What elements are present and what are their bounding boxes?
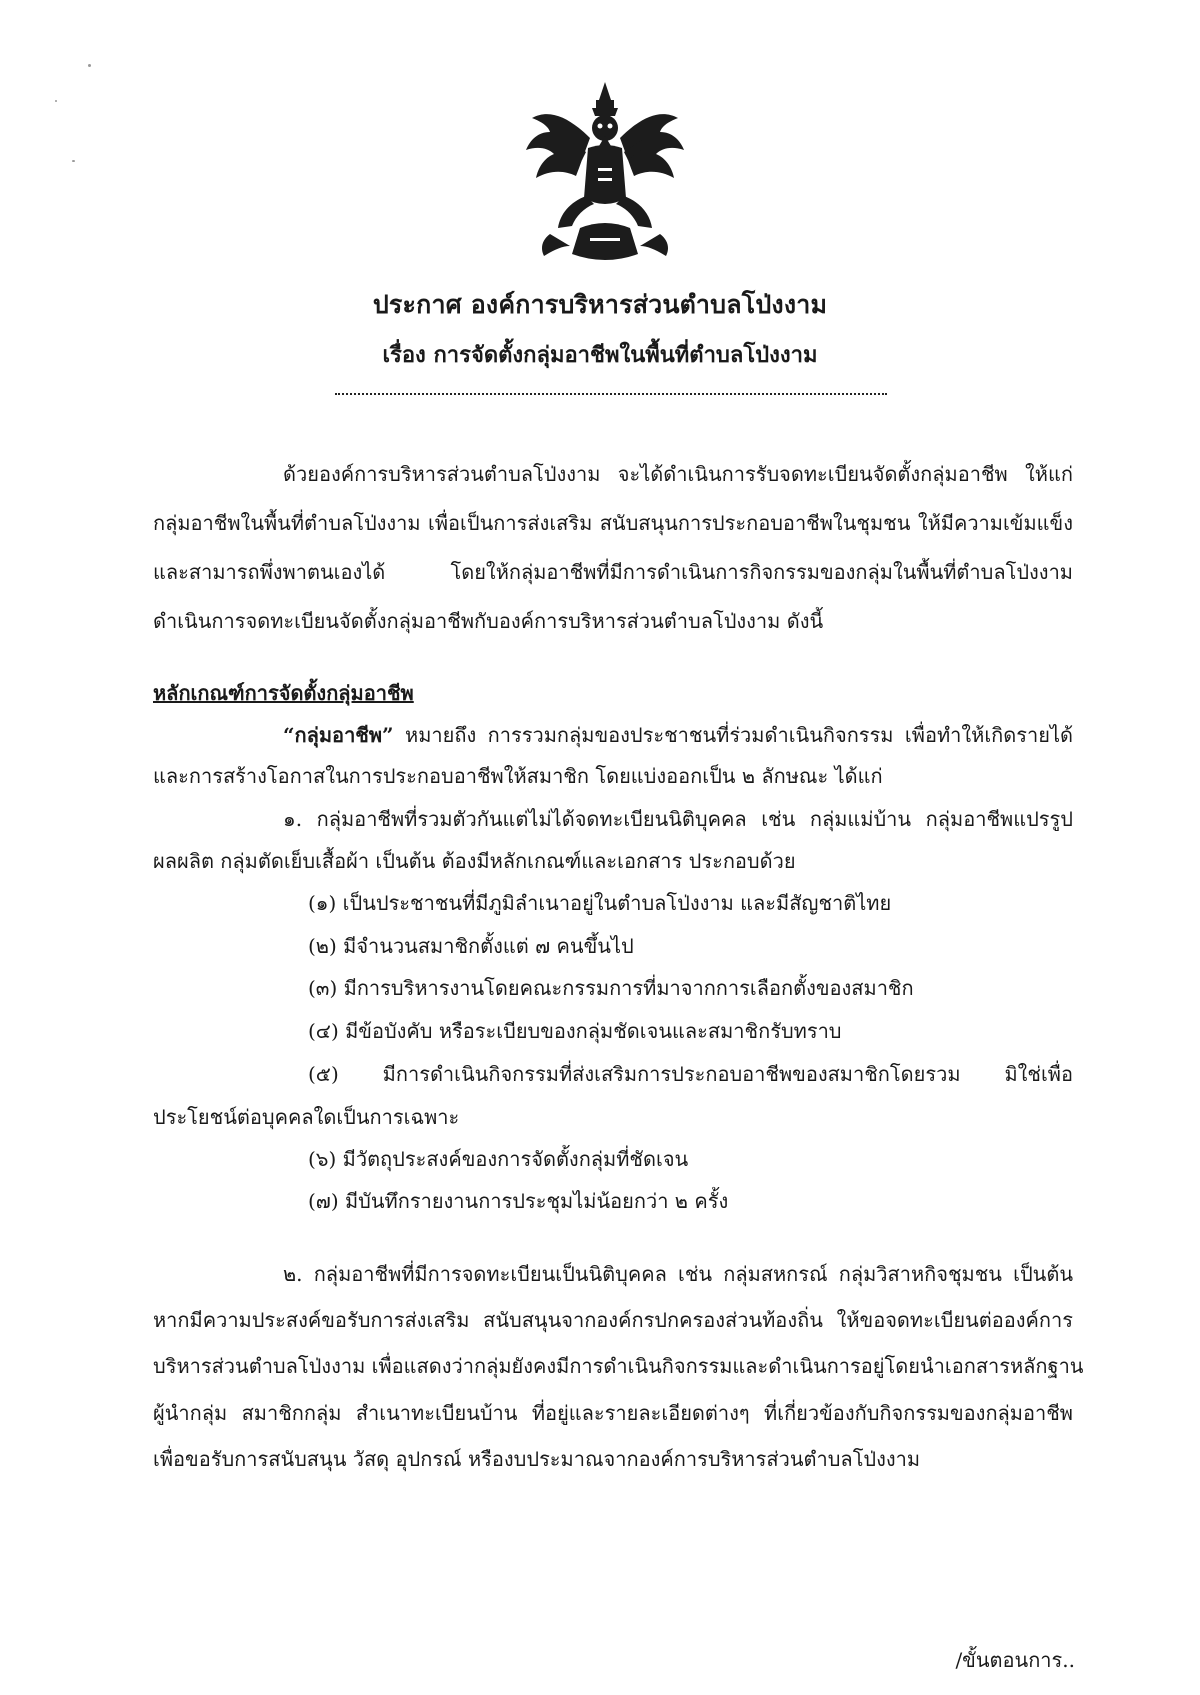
type1-item-1: (๑) เป็นประชาชนที่มีภูมิลำเนาอยู่ในตำบลโป่งงาม และมีสัญชาติไทย <box>308 891 892 915</box>
announcement-subject: เรื่อง การจัดตั้งกลุ่มอาชีพในพื้นที่ตำบลโป่งงาม <box>382 342 818 368</box>
type1-item-6: (๖) มีวัตถุประสงค์ของการจัดตั้งกลุ่มที่ชัดเจน <box>308 1147 689 1171</box>
definition-text: หมายถึง การรวมกลุ่มของประชาชนที่ร่วมดำเนินกิจกรรม เพื่อทำให้เกิดรายได้ <box>393 723 1073 747</box>
dotted-divider <box>335 393 887 395</box>
continuation-note: /ขั้นตอนการ.. <box>955 1648 1075 1672</box>
type1-line-2: ผลผลิต กลุ่มตัดเย็บเสื้อผ้า เป็นต้น ต้องมีหลักเกณฑ์และเอกสาร ประกอบด้วย <box>153 849 796 873</box>
garuda-emblem-icon <box>520 78 690 268</box>
type1-item-4: (๔) มีข้อบังคับ หรือระเบียบของกลุ่มชัดเจนและสมาชิกรับทราบ <box>308 1019 842 1043</box>
definition-term: “กลุ่มอาชีพ” <box>283 723 394 747</box>
type2-line-3: บริหารส่วนตำบลโป่งงาม เพื่อแสดงว่ากลุ่มยังคงมีการดำเนินกิจกรรมและดำเนินการอยู่โดยนำเอกสารหลักฐาน <box>153 1354 1084 1378</box>
scan-speck <box>72 160 75 162</box>
type2-line-4: ผู้นำกลุ่ม สมาชิกกลุ่ม สำเนาทะเบียนบ้าน ที่อยู่และรายละเอียดต่างๆ ที่เกี่ยวข้องกับกิจกรรมของกลุ่มอาชีพ <box>153 1401 1073 1425</box>
criteria-heading: หลักเกณฑ์การจัดตั้งกลุ่มอาชีพ <box>153 681 414 705</box>
intro-line-2: กลุ่มอาชีพในพื้นที่ตำบลโป่งงาม เพื่อเป็นการส่งเสริม สนับสนุนการประกอบอาชีพในชุมชน ให้มีความเข้มแข็ง <box>153 511 1073 535</box>
intro-line-3: และสามารถพึ่งพาตนเองได้ โดยให้กลุ่มอาชีพที่มีการดำเนินการกิจกรรมของกลุ่มในพื้นที่ตำบลโป่งงาม <box>153 560 1073 584</box>
definition-line-1 <box>283 719 1073 751</box>
type1-line-1: ๑. กลุ่มอาชีพที่รวมตัวกันแต่ไม่ได้จดทะเบียนนิติบุคคล เช่น กลุ่มแม่บ้าน กลุ่มอาชีพแปรรูป <box>283 807 1073 831</box>
scan-speck <box>55 100 57 102</box>
type1-item-2: (๒) มีจำนวนสมาชิกตั้งแต่ ๗ คนขึ้นไป <box>308 934 634 958</box>
type1-item-5: (๕) มีการดำเนินกิจกรรมที่ส่งเสริมการประกอบอาชีพของสมาชิกโดยรวม มิใช่เพื่อ <box>308 1062 1073 1086</box>
type1-item-7: (๗) มีบันทึกรายงานการประชุมไม่น้อยกว่า ๒ ครั้ง <box>308 1189 729 1213</box>
definition-line-2: และการสร้างโอกาสในการประกอบอาชีพให้สมาชิก โดยแบ่งออกเป็น ๒ ลักษณะ ได้แก่ <box>153 764 883 788</box>
announcement-title: ประกาศ องค์การบริหารส่วนตำบลโป่งงาม <box>372 290 828 319</box>
intro-line-1: ด้วยองค์การบริหารส่วนตำบลโป่งงาม จะได้ดำเนินการรับจดทะเบียนจัดตั้งกลุ่มอาชีพ ให้แก่ <box>283 462 1073 486</box>
type2-line-5: เพื่อขอรับการสนับสนุน วัสดุ อุปกรณ์ หรืองบประมาณจากองค์การบริหารส่วนตำบลโป่งงาม <box>153 1447 921 1471</box>
type2-line-2: หากมีความประสงค์ขอรับการส่งเสริม สนับสนุนจากองค์กรปกครองส่วนท้องถิ่น ให้ขอจดทะเบียนต่อองค์การ <box>153 1308 1073 1332</box>
type1-item-3: (๓) มีการบริหารงานโดยคณะกรรมการที่มาจากการเลือกตั้งของสมาชิก <box>308 976 914 1000</box>
scan-speck <box>88 64 91 67</box>
type1-item-5-cont: ประโยชน์ต่อบุคคลใดเป็นการเฉพาะ <box>153 1105 460 1129</box>
type2-line-1: ๒. กลุ่มอาชีพที่มีการจดทะเบียนเป็นนิติบุคคล เช่น กลุ่มสหกรณ์ กลุ่มวิสาหกิจชุมชน เป็นต้น <box>283 1262 1073 1286</box>
intro-line-4: ดำเนินการจดทะเบียนจัดตั้งกลุ่มอาชีพกับองค์การบริหารส่วนตำบลโป่งงาม ดังนี้ <box>153 609 824 633</box>
